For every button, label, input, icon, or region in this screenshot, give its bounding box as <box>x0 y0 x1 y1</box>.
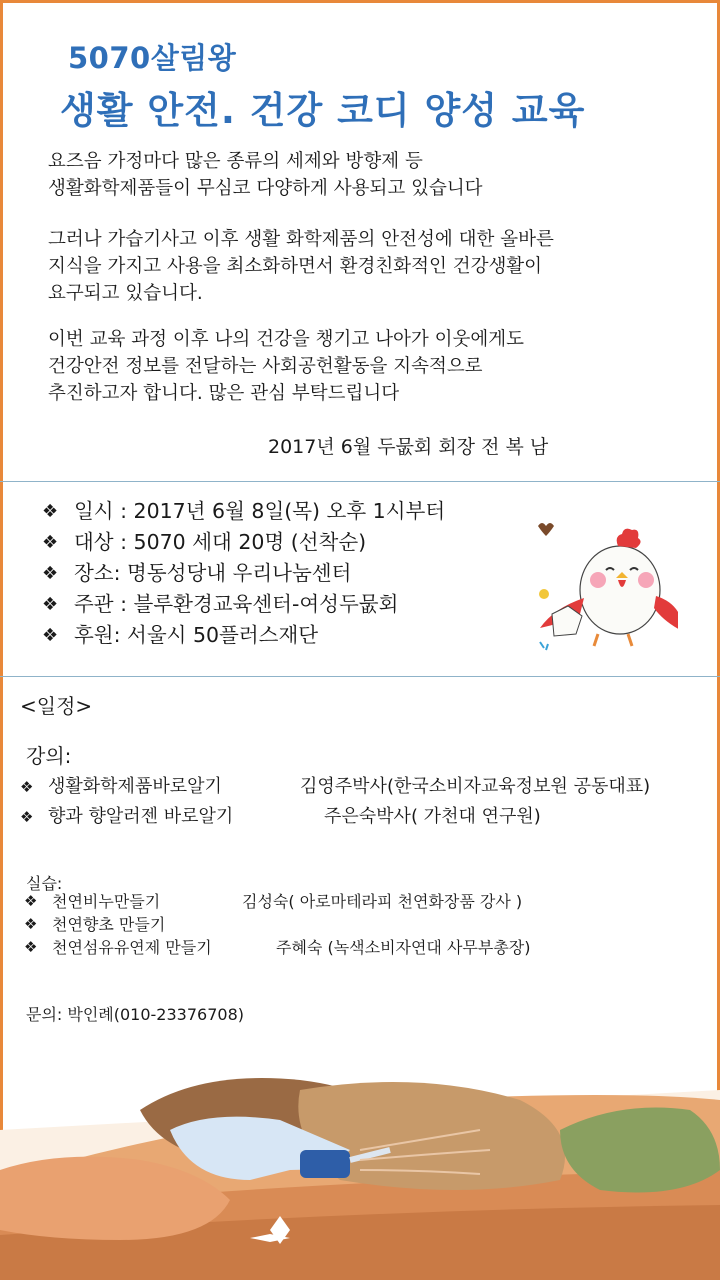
diamond-bullet-icon: ❖ <box>20 808 34 826</box>
list-item <box>20 802 650 832</box>
diamond-bullet-icon: ❖ <box>24 892 38 910</box>
intro-line: 추진하고자 합니다. 많은 관심 부탁드립니다 <box>48 383 400 404</box>
diamond-bullet-icon: ❖ <box>42 501 59 522</box>
schedule-title: <일정> <box>20 694 93 718</box>
practice-speaker: 김성숙( 아로마테라피 천연화장품 강사 ) <box>242 892 523 911</box>
intro-paragraph-2 <box>48 226 554 307</box>
spray-cleaning-illustration-icon <box>0 1060 720 1280</box>
info-item-host: ❖ 주관 : 블루환경교육센터-여성두뭆회 <box>42 589 445 620</box>
list-item <box>24 890 531 913</box>
list-item <box>24 936 531 959</box>
lecture-topic: 향과 향알러젠 바로알기 <box>48 806 234 827</box>
heart-icon <box>538 523 554 536</box>
practice-topic: 천연섬유유연제 만들기 <box>52 938 212 957</box>
diamond-bullet-icon: ❖ <box>42 532 59 553</box>
intro-line: 지식을 가지고 사용을 최소화하면서 환경친화적인 건강생활이 <box>48 256 543 277</box>
practice-section-title: 실습: <box>26 874 63 893</box>
lecture-speaker: 김영주박사(한국소비자교육정보원 공동대표) <box>300 776 651 797</box>
diamond-bullet-icon: ❖ <box>42 563 59 584</box>
divider <box>0 676 720 677</box>
lecture-section-title: 강의: <box>26 744 72 768</box>
diamond-bullet-icon: ❖ <box>20 778 34 796</box>
intro-paragraph-1 <box>48 148 483 202</box>
practice-topic: 천연향초 만들기 <box>52 915 166 934</box>
diamond-bullet-icon: ❖ <box>42 625 59 646</box>
chicken-illustration-icon <box>528 518 678 660</box>
practice-speaker: 주혜숙 (녹색소비자연대 사무부총장) <box>276 938 531 957</box>
intro-line: 건강안전 정보를 전달하는 사회공헌활동을 지속적으로 <box>48 356 483 377</box>
intro-paragraph-3 <box>48 326 524 407</box>
divider <box>0 481 720 482</box>
info-item-target: ❖ 대상 : 5070 세대 20명 (선착순) <box>42 527 445 558</box>
practice-list <box>24 890 531 959</box>
list-item <box>20 772 650 802</box>
intro-line: 이번 교육 과정 이후 나의 건강을 챙기고 나아가 이웃에게도 <box>48 329 524 350</box>
lecture-topic: 생활화학제품바로알기 <box>48 776 222 797</box>
info-item-sponsor: ❖ 후원: 서울시 50플러스재단 <box>42 620 445 651</box>
intro-line: 그러나 가습기사고 이후 생활 화학제품의 안전성에 대한 올바른 <box>48 229 554 250</box>
poster-title-line1: 5070살림왕 <box>68 41 237 75</box>
contact-info: 문의: 박인례(010-23376708) <box>26 1005 244 1024</box>
lecture-list <box>20 772 650 832</box>
diamond-bullet-icon: ❖ <box>24 938 38 956</box>
event-info-list <box>42 496 445 651</box>
practice-topic: 천연비누만들기 <box>52 892 161 911</box>
info-item-date: ❖ 일시 : 2017년 6월 8일(목) 오후 1시부터 <box>42 496 445 527</box>
intro-line: 생활화학제품들이 무심코 다양하게 사용되고 있습니다 <box>48 178 483 199</box>
diamond-bullet-icon: ❖ <box>42 594 59 615</box>
intro-line: 요즈음 가정마다 많은 종류의 세제와 방향제 등 <box>48 151 423 172</box>
lecture-speaker: 주은숙박사( 가천대 연구원) <box>324 806 541 827</box>
info-item-location: ❖ 장소: 명동성당내 우리나눔센터 <box>42 558 445 589</box>
intro-line: 요구되고 있습니다. <box>48 283 203 304</box>
diamond-bullet-icon: ❖ <box>24 915 38 933</box>
poster-title-line2: 생활 안전. 건강 코디 양성 교육 <box>60 89 586 132</box>
list-item <box>24 913 531 936</box>
signature: 2017년 6월 두뭆회 회장 전 복 남 <box>268 436 549 458</box>
